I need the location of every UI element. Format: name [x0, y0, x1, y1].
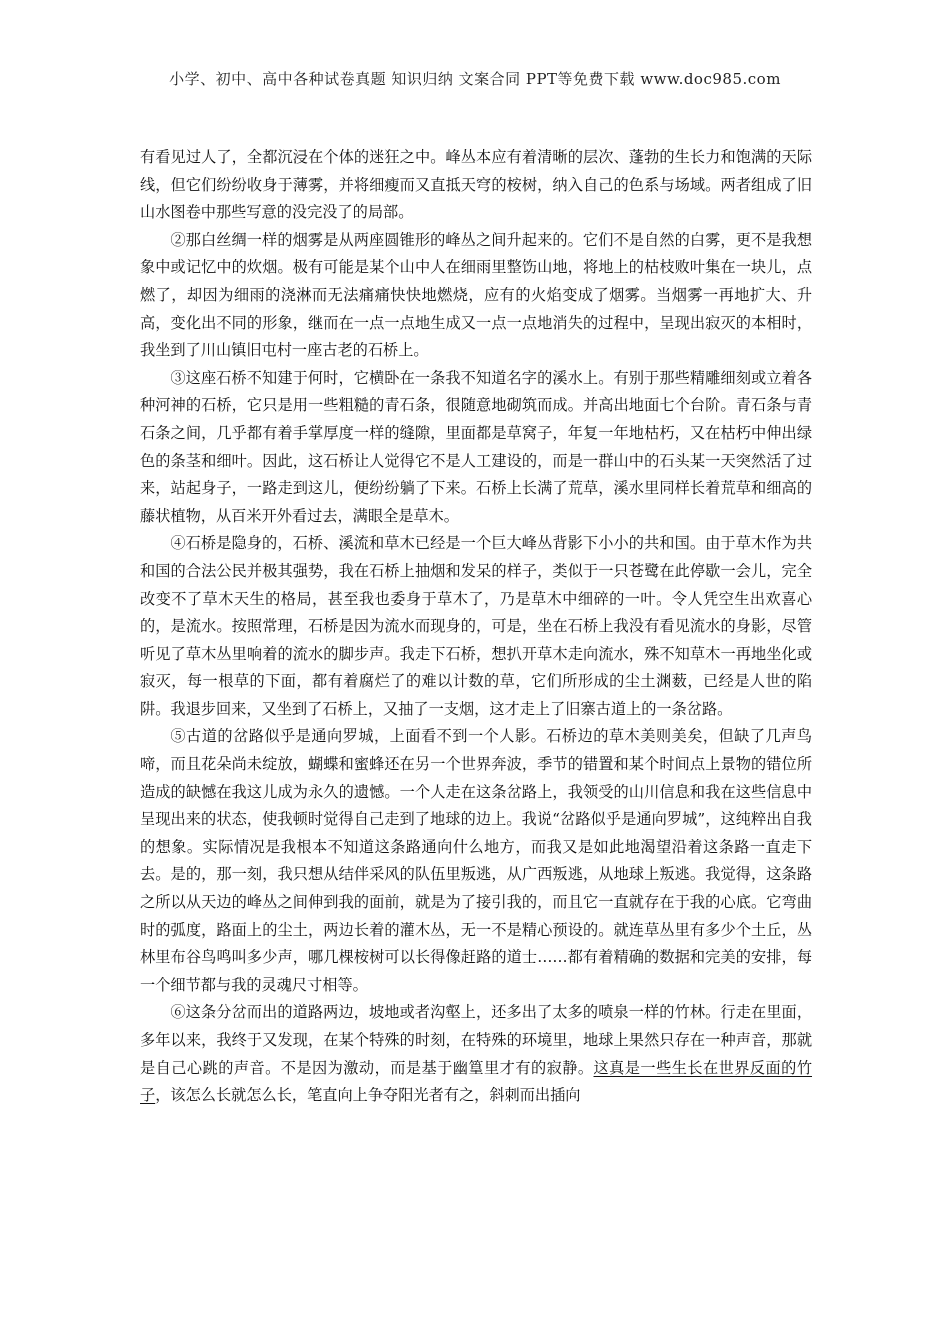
paragraph-4: ④石桥是隐身的，石桥、溪流和草木已经是一个巨大峰丛背影下小小的共和国。由于草木作为共和国的合法公民并极其强势，我在石桥上抽烟和发呆的样子，类似于一只苍鹭在此停歇一会儿，完全改变不了草木天生的格局，甚至我也委身于草木了，乃是草木中细碎的一叶。令人凭空生出欢喜心的，是流水。按照常理，石桥是因为流水而现身的，可是，坐在石桥上我没有看见流水的身影，尽管听见了草木丛里响着的流水的脚步声。我走下石桥，想扒开草木走向流水，殊不知草木一再地坐化或寂灭，每一根草的下面，都有着腐烂了的难以计数的草，它们所形成的尘土渊薮，已经是人世的陷阱。我退步回来，又坐到了石桥上，又抽了一支烟，这才走上了旧寨古道上的一条岔路。 — [140, 534, 812, 718]
page-header: 小学、初中、高中各种试卷真题 知识归纳 文案合同 PPT等免费下载 www.doc985.com — [169, 70, 781, 88]
paragraph-6-lead: ⑥这条分岔而出的道路两边，坡地或者沟壑上，还多出了太多的喷泉一样的竹林。行走在里面，多年以来，我终于又发现，在某个特殊的时刻，在特殊的环境里，地球上果然只存在一种声音，那就是自己心跳的声音。不是因为激动，而是基于幽篁里才有的寂静。 — [140, 1003, 812, 1077]
paragraph-6-tail: ，该怎么长就怎么长，笔直向上争夺阳光者有之，斜刺而出插向 — [155, 1086, 581, 1105]
paragraph-3: ③这座石桥不知建于何时，它横卧在一条我不知道名字的溪水上。有别于那些精雕细刻或立着各种河神的石桥，它只是用一些粗糙的青石条，很随意地砌筑而成。并高出地面七个台阶。青石条与青石条之间，几乎都有着手掌厚度一样的缝隙，里面都是草窝子，年复一年地枯朽，又在枯朽中伸出绿色的条茎和细叶。因此，这石桥让人觉得它不是人工建设的，而是一群山中的石头某一天突然活了过来，站起身子，一路走到这儿，便纷纷躺了下来。石桥上长满了荒草，溪水里同样长着荒草和细高的藤状植物，从百米开外看过去，满眼全是草木。 — [140, 368, 812, 525]
paragraph-1: 有看见过人了，全都沉浸在个体的迷狂之中。峰丛本应有着清晰的层次、蓬勃的生长力和饱满的天际线，但它们纷纷收身于薄雾，并将细瘦而又直抵天穹的桉树，纳入自己的色系与场域。两者组成了旧山水图卷中那些写意的没完没了的局部。 — [140, 148, 812, 222]
article-body — [140, 144, 812, 1110]
paragraph-6 — [140, 999, 812, 1109]
underlined-sentence: 这真是一些生长在世界反面的竹子 — [140, 1058, 813, 1105]
paragraph-5: ⑤古道的岔路似乎是通向罗城，上面看不到一个人影。石桥边的草木美则美矣，但缺了几声鸟啼，而且花朵尚未绽放，蝴蝶和蜜蜂还在另一个世界奔波，季节的错置和某个时间点上景物的错位所造成的缺憾在我这儿成为永久的遗憾。一个人走在这条岔路上，我领受的山川信息和我在这些信息中呈现出来的状态，使我顿时觉得自己走到了地球的边上。我说“岔路似乎是通向罗城”，这纯粹出自我的想象。实际情况是我根本不知道这条路通向什么地方，而我又是如此地渴望沿着这条路一直走下去。是的，那一刻，我只想从结伴采风的队伍里叛逃，从广西叛逃，从地球上叛逃。我觉得，这条路之所以从天边的峰丛之间伸到我的面前，就是为了接引我的，而且它一直就存在于我的心底。它弯曲时的弧度，路面上的尘土，两边长着的灌木丛，无一不是精心预设的。就连草丛里有多少个土丘，丛林里布谷鸟鸣叫多少声，哪几棵桉树可以长得像赶路的道士……都有着精确的数据和完美的安排，每一个细节都与我的灵魂尺寸相等。 — [140, 727, 812, 994]
paragraph-2: ②那白丝绸一样的烟雾是从两座圆锥形的峰丛之间升起来的。它们不是自然的白雾，更不是我想象中或记忆中的炊烟。极有可能是某个山中人在细雨里整饬山地，将地上的枯枝败叶集在一块儿，点燃了，却因为细雨的浇淋而无法痛痛快快地燃烧，应有的火焰变成了烟雾。当烟雾一再地扩大、升高，变化出不同的形象，继而在一点一点地生成又一点一点地消失的过程中，呈现出寂灭的本相时，我坐到了川山镇旧屯村一座古老的石桥上。 — [140, 230, 812, 360]
